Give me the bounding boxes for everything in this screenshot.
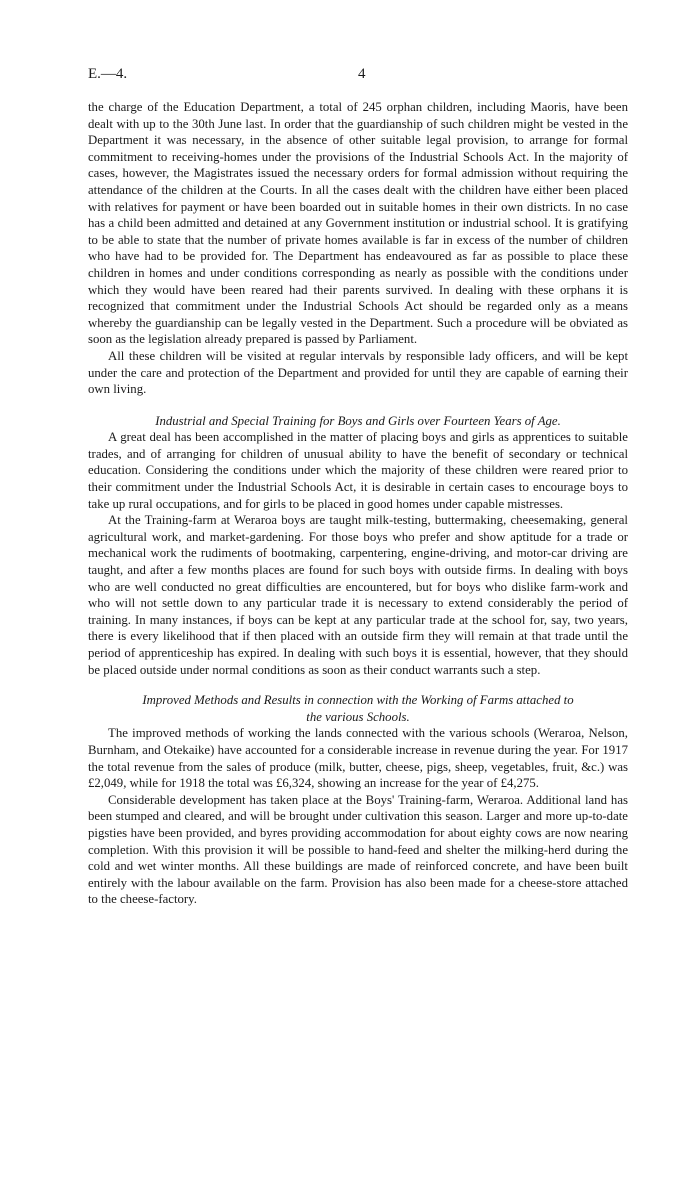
paragraph-visits: All these children will be visited at regular intervals by responsible lady officers, and will be kept under the care and protection of the Department and provided for until they are capable of earning their own living. — [88, 348, 628, 397]
paragraph-development: Considerable development has taken place at the Boys' Training-farm, Weraroa. Additional land has been stumped and cleared, and will be brought under cultivation this season. Larger and more up-to-date pigsties have been provided, and byres providing accommodation for about eighty cows are now nearing completion. With this provision it will be possible to hand-feed and shelter the milking-herd during the cold and wet winter months. All these buildings are made of reinforced concrete, and have been built entirely with the labour available on the farm. Provision has also been made for a cheese-store attached to the cheese-factory. — [88, 792, 628, 907]
page-number: 4 — [358, 66, 366, 82]
section-heading-farms-line2: the various Schools. — [306, 709, 410, 724]
paragraph-weraroa-training: At the Training-farm at Weraroa boys are taught milk-testing, buttermaking, cheesemaking, general agricultural work, and market-gardening. For those boys who prefer and show aptitude for a trade or mechanical work the rudiments of bootmaking, carpentering, engine-driving, and motor-car driving are taught, and after a few months places are found for such boys with outside firms. In dealing with boys who are well conducted no great difficulties are encountered, but for boys who dislike farm-work and who will not settle down to any particular trade it is necessary to extend considerably the period of training. In many instances, if boys can be kept at any particular trade at the school for, say, two years, there is every likelihood that if then placed with an outside firm they will remain at that trade until the period of apprenticeship has expired. In dealing with such boys it is essential, however, that they should be placed outside under normal conditions as soon as their conduct warrants such a step. — [88, 513, 628, 677]
report-reference: E.—4. — [88, 66, 128, 82]
page-body — [88, 99, 628, 908]
section-heading-training: Industrial and Special Training for Boys and Girls over Fourteen Years of Age. — [155, 413, 561, 428]
page-header — [88, 66, 628, 86]
paragraph-apprentices: A great deal has been accomplished in the matter of placing boys and girls as apprentices to suitable trades, and of arranging for children of unusual ability to have the benefit of secondary or technical education. Considering the conditions under which the majority of these children were reared prior to their commitment under the Industrial Schools Act, it is desirable in certain cases to encourage boys to take up rural occupations, and for girls to be placed in good homes under capable mistresses. — [88, 430, 628, 511]
section-heading-farms-line1: Improved Methods and Results in connection with the Working of Farms attached to — [142, 693, 574, 708]
section-heading-farms — [88, 692, 628, 725]
paragraph-orphans: the charge of the Education Department, a total of 245 orphan children, including Maoris, have been dealt with up to the 30th June last. In order that the guardianship of such children might be vested in the Department it was necessary, in the absence of other suitable legal provision, to arrange for formal commitment to receiving-homes under the provisions of the Industrial Schools Act. In the majority of cases, however, the Magistrates issued the necessary orders for formal admission without requiring the attendance of the children at the Courts. In all the cases dealt with the children have either been placed with relatives for payment or have been boarded out in suitable homes in their own districts. In no case has a child been admitted and detained at any Government institution or industrial school. It is gratifying to be able to state that the number of private homes available is far in excess of the number of children who have had to be provided for. The Department has endeavoured as far as possible to place these children in homes and under conditions corresponding as nearly as possible with the conditions under which they would have been reared had their parents survived. In dealing with these orphans it is recognized that commitment under the Industrial Schools Act should be regarded only as a means whereby the guardianship can be legally vested in the Department. Such a procedure will be obviated as soon as the legislation already prepared is passed by Parliament. — [88, 100, 628, 347]
paragraph-revenue: The improved methods of working the lands connected with the various schools (Weraroa, Nelson, Burnham, and Otekaike) have accounted for a considerable increase in revenue during the year. For 1917 the total revenue from the sales of produce (milk, butter, cheese, pigs, sheep, vegetables, fruit, &c.) was £2,049, while for 1918 the total was £6,324, showing an increase for the year of £4,275. — [88, 726, 628, 791]
